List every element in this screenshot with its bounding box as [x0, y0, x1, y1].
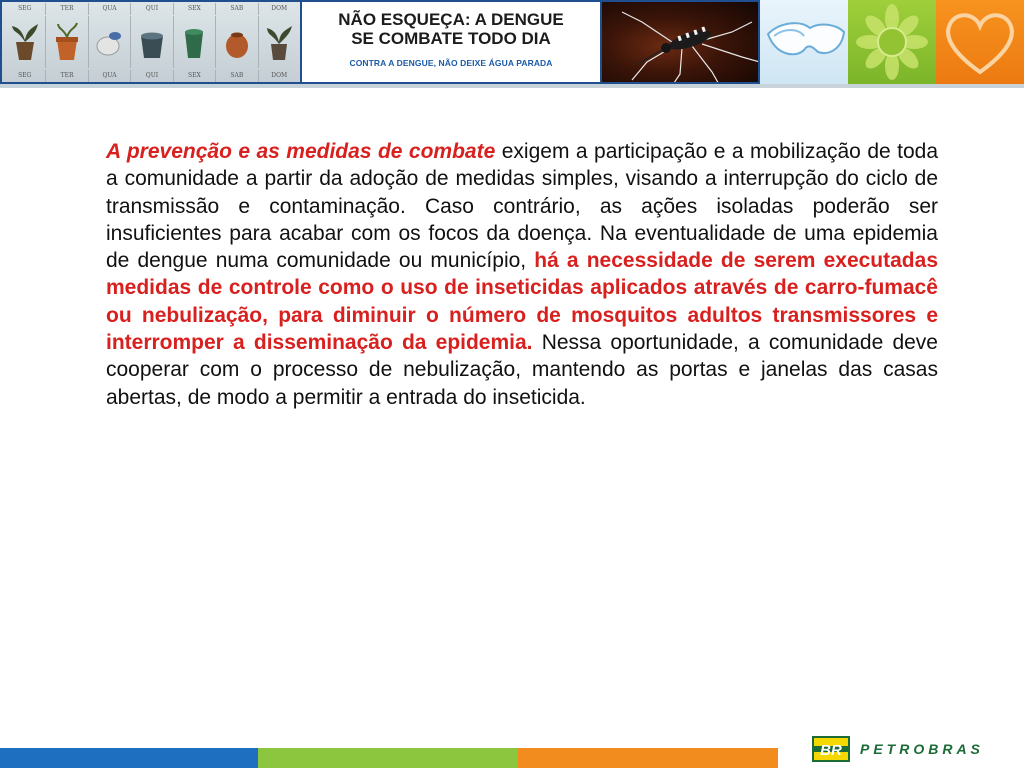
weekday-label: SAB: [216, 3, 258, 15]
weekday-label: QUA: [89, 70, 131, 82]
weekday-label: SAB: [216, 70, 258, 82]
clay-pot-icon: [220, 20, 254, 64]
calendar-cell: [46, 16, 88, 68]
heart-icon: [936, 0, 1024, 84]
calendar-cell: [216, 16, 258, 68]
bottle-cap-icon: [93, 20, 127, 64]
weekday-label: QUI: [131, 3, 173, 15]
footer-stripe-orange: [518, 748, 778, 768]
heart-tile: [936, 0, 1024, 84]
banner-divider: [0, 84, 1024, 88]
weekday-label: DOM: [271, 72, 288, 79]
weekday-row-top: [4, 3, 300, 15]
mosquito-icon: [602, 2, 760, 84]
weekday-label: SEX: [174, 3, 216, 15]
plant-pot-icon: [8, 20, 42, 64]
slogan-line-1: NÃO ESQUEÇA: A DENGUE: [338, 10, 564, 29]
weekday-label: SEX: [174, 70, 216, 82]
calendar-cell: [174, 16, 216, 68]
campaign-slogan-box: [302, 0, 602, 84]
weekly-calendar-strip: [0, 0, 302, 84]
weekday-label: SEG: [4, 70, 46, 82]
container-illustrations: [4, 16, 300, 68]
weekday-label: QUA: [89, 3, 131, 15]
flower-pot-icon: [50, 20, 84, 64]
header-banner: [0, 0, 1024, 84]
goggles-tile: [760, 0, 848, 84]
body-paragraph: [106, 138, 938, 411]
petrobras-logo: [812, 734, 984, 764]
calendar-cell: [4, 16, 46, 68]
weekday-label: SEG: [4, 3, 46, 15]
highlighted-warning: há a necessidade de serem executadas medidas de controle como o uso de inseticidas aplicados através de carro-fumacê ou nebulização, para diminuir o número de mosquitos adultos transmissores e interromper a disseminação da epidemia.: [106, 249, 938, 355]
br-logo-text: BR: [820, 742, 842, 759]
lead-phrase: A prevenção e as medidas de combate: [106, 140, 496, 163]
weekday-label: TER: [46, 70, 88, 82]
calendar-cell: [131, 16, 173, 68]
potted-plant-icon: [262, 20, 296, 64]
sunflower-tile: [848, 0, 936, 84]
slogan-subtitle: CONTRA A DENGUE, NÃO DEIXE ÁGUA PARADA: [349, 58, 553, 68]
footer-stripe-blue: [0, 748, 258, 768]
footer-color-stripes: [0, 748, 778, 768]
body-text-2: Nessa oportunidade, a comunidade deve cooperar com o processo de nebulização, mantendo as portas e janelas das casas abertas, de modo a permitir a entrada do inseticida.: [106, 331, 938, 409]
bucket-icon: [135, 20, 169, 64]
calendar-cell: [259, 16, 300, 68]
weekday-row-bottom: [4, 70, 300, 82]
weekday-label: DOM: [271, 5, 288, 12]
vase-icon: [177, 20, 211, 64]
petrobras-wordmark: PETROBRAS: [860, 741, 984, 757]
slogan-line-2: SE COMBATE TODO DIA: [351, 29, 551, 48]
sunflower-icon: [848, 0, 936, 84]
mosquito-photo: [602, 0, 760, 84]
calendar-cell: [89, 16, 131, 68]
body-text-1: exigem a participação e a mobilização de toda a comunidade a partir da adoção de medidas simples, visando a interrupção do ciclo de transmissão e contaminação. Caso contrário, as ações isoladas poderão ser insuficientes para acabar com os focos da doença. Na eventualidade de uma epidemia de dengue numa comunidade ou município,: [106, 140, 939, 273]
footer-stripe-green: [258, 748, 518, 768]
weekday-label: TER: [46, 3, 88, 15]
safety-goggles-icon: [760, 0, 848, 84]
br-logo-mark: [812, 736, 850, 762]
weekday-label: QUI: [131, 70, 173, 82]
